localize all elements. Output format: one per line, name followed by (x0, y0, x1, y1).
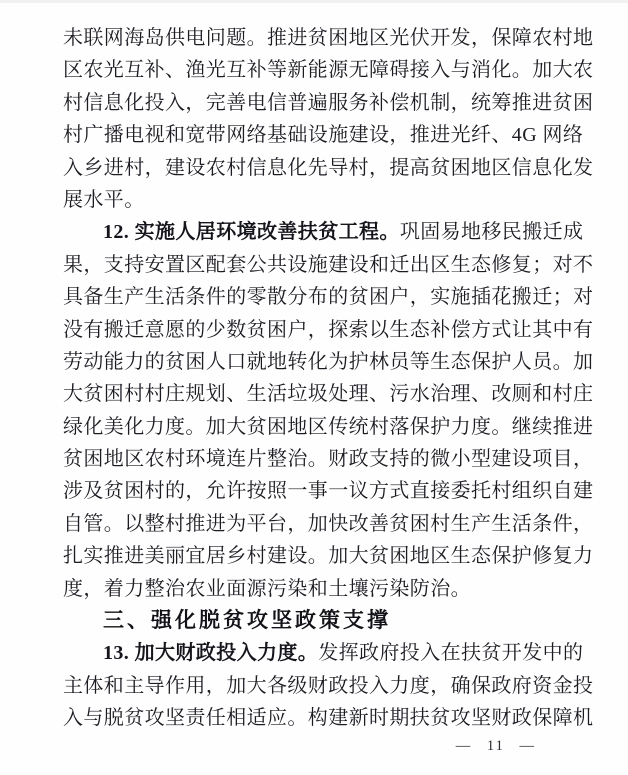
paragraph-13-first-line (63, 637, 587, 669)
paragraph-13-number-title: 13. 加大财政投入力度。 (103, 642, 319, 665)
text-line: 贫困地区农村环境连片整治。财政支持的微小型建设项目， (63, 448, 594, 471)
section-heading: 三、强化脱贫攻坚政策支撑 (103, 609, 391, 633)
page-top-edge (0, 0, 628, 3)
text-line: 未联网海岛供电问题。推进贫困地区光伏开发，保障农村地 (63, 27, 594, 49)
text-line: 绿化美化力度。加大贫困地区传统村落保护力度。继续推进 (63, 415, 594, 438)
text-line: 大贫困村村庄规划、生活垃圾处理、污水治理、改厕和村庄 (63, 383, 594, 406)
text-line: 果，支持安置区配套公共设施建设和迁出区生态修复；对不 (63, 253, 594, 276)
text-line: 入乡进村，建设农村信息化先导村，提高贫困地区信息化发 (63, 156, 594, 179)
text-line: 度，着力整治农业面源污染和土壤污染防治。 (63, 577, 471, 600)
text-line: 村广播电视和宽带网络基础设施建设，推进光纤、4G 网络 (63, 124, 584, 147)
paragraph-12-first-line-rest: 巩固易地移民搬迁成 (399, 221, 584, 244)
text-line: 劳动能力的贫困人口就地转化为护林员等生态保护人员。加 (63, 350, 594, 373)
text-line: 扎实推进美丽宜居乡村建设。加大贫困地区生态保护修复力 (63, 545, 594, 568)
paragraph-12-first-line (63, 216, 587, 248)
page-number: — 11 — (455, 738, 536, 754)
paragraph-13-first-line-rest: 发挥政府投入在扶贫开发中的 (318, 642, 584, 665)
text-line: 没有搬迁意愿的少数贫困户，探索以生态补偿方式让其中有 (63, 318, 594, 341)
text-line: 主体和主导作用，加大各级财政投入力度，确保政府资金投 (63, 674, 594, 697)
text-line: 展水平。 (63, 188, 145, 211)
text-line: 村信息化投入，完善电信普遍服务补偿机制，统筹推进贫困 (63, 91, 594, 114)
text-line: 涉及贫困村的，允许按照一事一议方式直接委托村组织自建 (63, 480, 594, 503)
text-line: 自管。以整村推进为平台，加快改善贫困村生产生活条件， (63, 512, 594, 535)
paragraph-12-number-title: 12. 实施人居环境改善扶贫工程。 (103, 221, 400, 244)
document-text-block (63, 22, 594, 735)
text-line: 具备生产生活条件的零散分布的贫困户，实施插花搬迁；对 (63, 286, 594, 309)
text-line: 入与脱贫攻坚责任相适应。构建新时期扶贫攻坚财政保障机 (63, 707, 594, 730)
text-line: 区农光互补、渔光互补等新能源无障碍接入与消化。加大农 (63, 59, 594, 82)
